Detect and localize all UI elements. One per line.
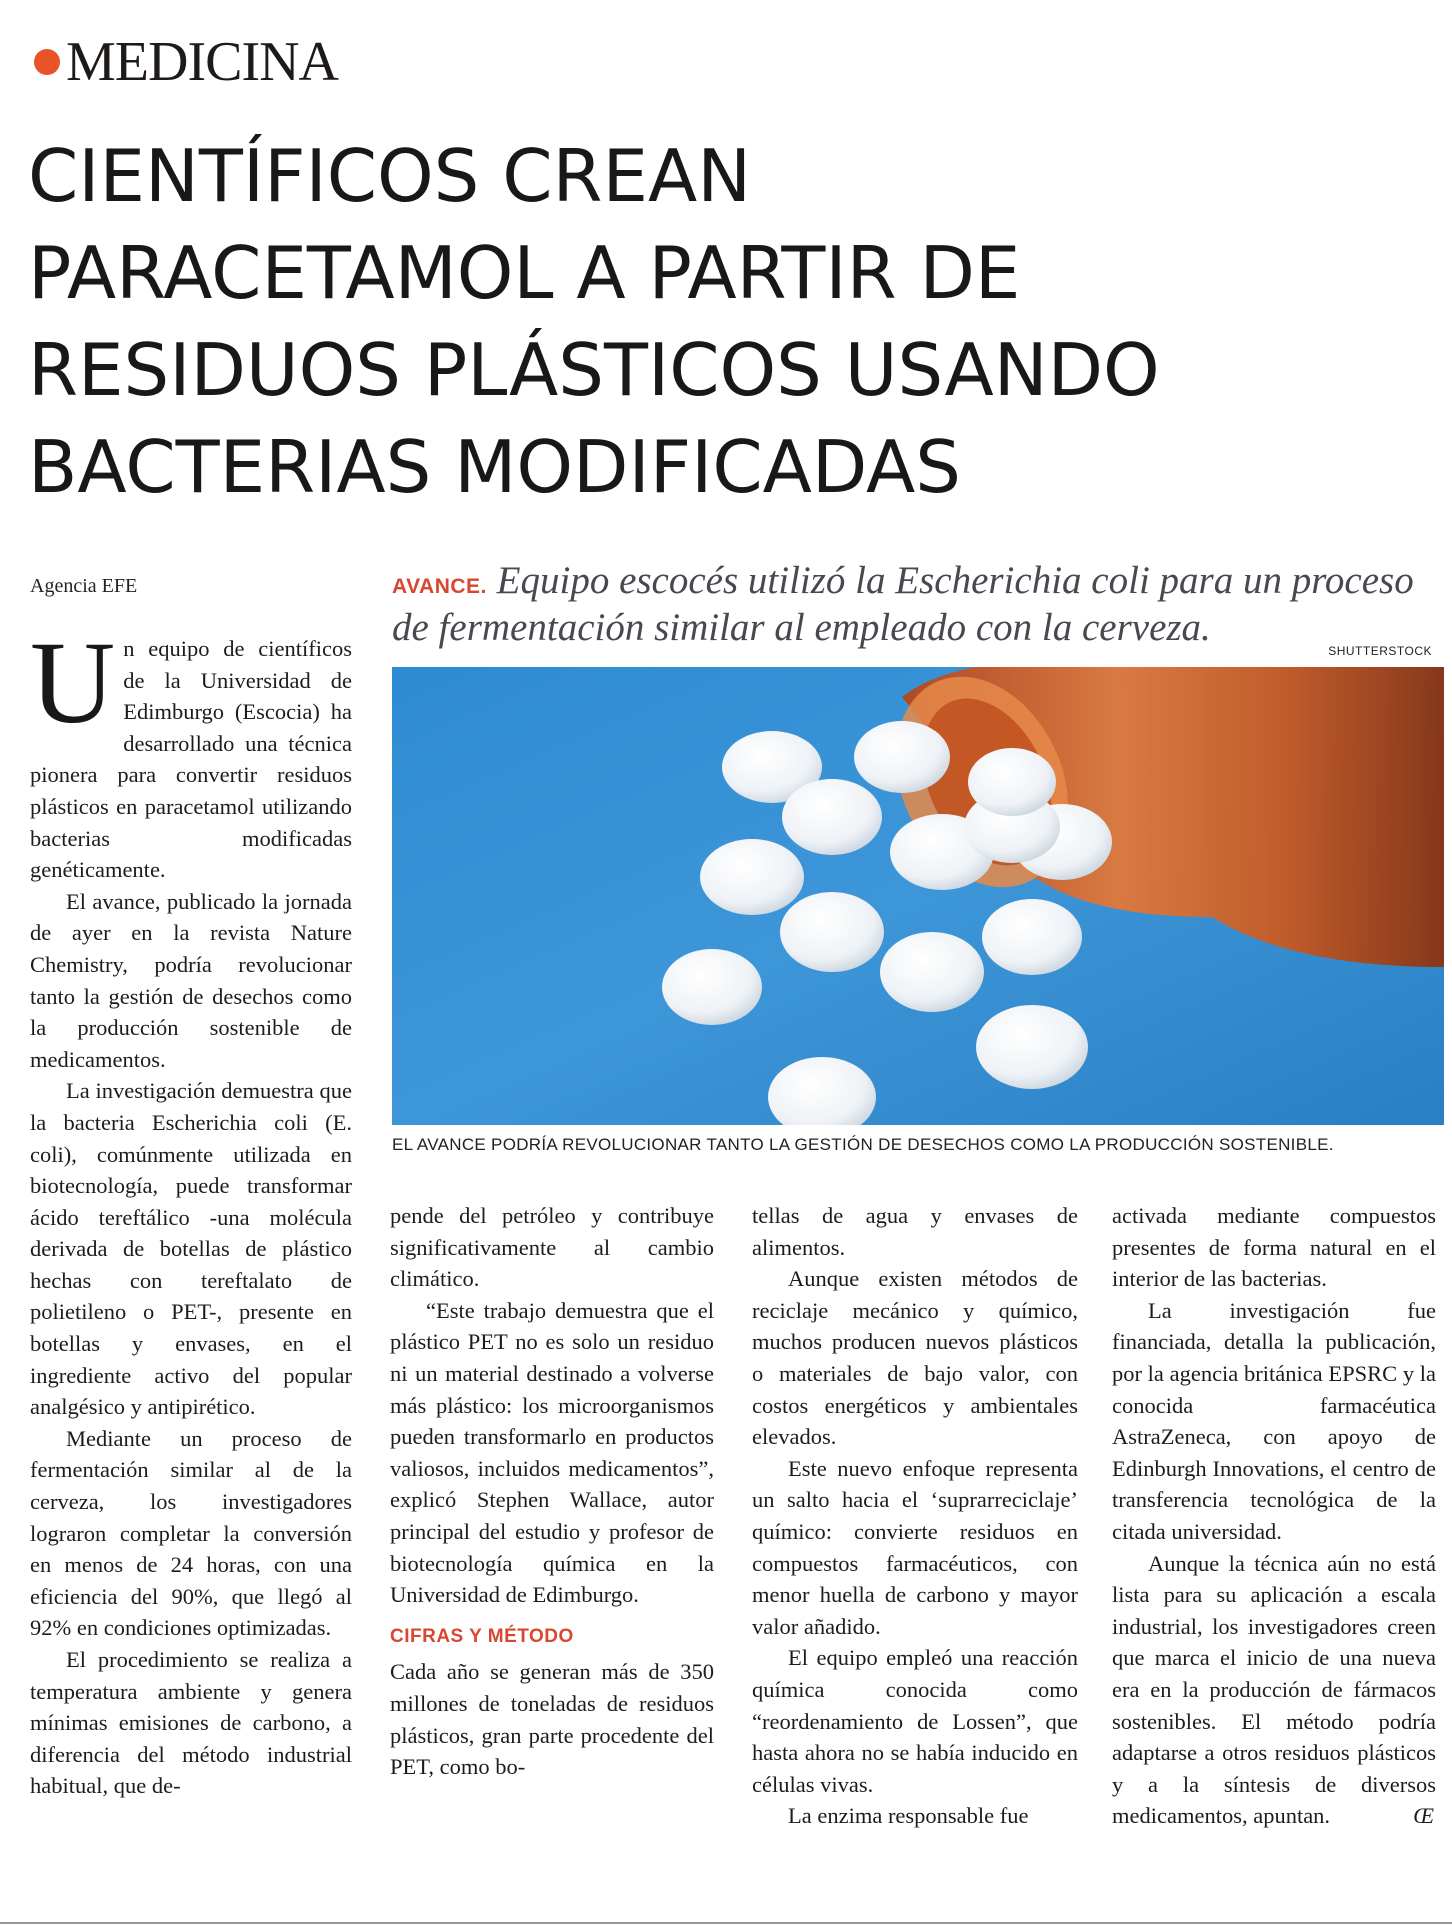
photo-caption: EL AVANCE PODRÍA REVOLUCIONAR TANTO LA GESTIÓN DE DESECHOS COMO LA PRODUCCIÓN SOSTENIBLE. (392, 1135, 1334, 1154)
photo-headline-caption (392, 560, 1440, 648)
headline-line: RESIDUOS PLÁSTICOS USANDO (28, 328, 1160, 412)
section-dot-icon (34, 49, 60, 75)
paragraph: Mediante un proceso de fermentación similar al de la cerveza, los investigadores lograron completar la conversión en menos de 24 horas, con una eficiencia del 90%, que llegó al 92% en condiciones optimizadas. (30, 1425, 352, 1641)
bottom-rule (0, 1922, 1452, 1924)
paragraph: El procedimiento se realiza a temperatura ambiente y genera mínimas emisiones de carbono, a diferencia del método industrial habitual, que de- (30, 1647, 352, 1799)
paragraph: tellas de agua y envases de alimentos. (752, 1203, 1078, 1260)
byline: Agencia EFE (30, 575, 138, 597)
pills-bottle-illustration (392, 667, 1444, 1125)
caption-text: Equipo escocés utilizó la Escherichia coli para un proceso de fermentación similar al empleado con la cerveza. (392, 559, 1414, 649)
paragraph (30, 617, 352, 886)
paragraph-text: Aunque la técnica aún no está lista para su aplicación a escala industrial, los investigadores creen que marca el inicio de una nueva era en la producción de fármacos sostenibles. El método podría adaptarse a otros residuos plásticos y a la síntesis de diversos medicamentos, apuntan. (1112, 1550, 1436, 1829)
pills-photo (392, 667, 1444, 1125)
headline-line: PARACETAMOL A PARTIR DE (28, 231, 1021, 315)
paragraph: El avance, publicado la jornada de ayer en la revista Nature Chemistry, podría revolucionar tanto la gestión de desechos como la producción sostenible de medicamentos. (30, 888, 352, 1072)
caption-tag: AVANCE. (392, 575, 487, 598)
paragraph: Este nuevo enfoque representa un salto hacia el ‘suprarreciclaje’ químico: convierte residuos en compuestos farmacéuticos, con menor huella de carbono y mayor valor añadido. (752, 1455, 1078, 1639)
paragraph: Cada año se generan más de 350 millones de toneladas de residuos plásticos, gran parte procedente del PET, como bo- (390, 1659, 714, 1780)
section-header (34, 31, 338, 93)
section-label: MEDICINA (66, 31, 338, 93)
article-column-4 (1112, 1200, 1436, 1832)
article-column-1 (30, 617, 352, 1802)
photo-credit: SHUTTERSTOCK (1328, 644, 1432, 658)
headline-line: CIENTÍFICOS CREAN (28, 134, 752, 218)
paragraph: “Este trabajo demuestra que el plástico PET no es solo un residuo ni un material destinado a volverse más plástico: los microorganismos pueden transformarlo en productos valiosos, incluidos medicamentos”, explicó Stephen Wallace, autor principal del estudio y profesor de biotecnología química en la Universidad de Edimburgo. (390, 1297, 714, 1608)
article-column-2 (390, 1200, 714, 1783)
paragraph: pende del petróleo y contribuye significativamente al cambio climático. (390, 1203, 714, 1292)
headline-line: BACTERIAS MODIFICADAS (28, 425, 962, 509)
paragraph: La investigación fue financiada, detalla la publicación, por la agencia británica EPSRC y la conocida farmacéutica AstraZeneca, con apoyo de Edinburgh Innovations, el centro de transferencia tecnológica de la citada universidad. (1112, 1297, 1436, 1544)
headline (28, 128, 1428, 516)
subheading: CIFRAS Y MÉTODO (390, 1625, 574, 1647)
article-column-3 (752, 1200, 1078, 1832)
drop-cap: U (30, 617, 116, 748)
paragraph: La enzima responsable fue (788, 1803, 1029, 1829)
paragraph: Aunque existen métodos de reciclaje mecánico y químico, muchos producen nuevos plásticos o materiales de bajo valor, con costos energéticos y ambientales elevados. (752, 1266, 1078, 1450)
paragraph-text: n equipo de científicos de la Universidad de Edimburgo (Escocia) ha desarrollado una técnica pionera para convertir residuos plásticos en paracetamol utilizando bacterias modificadas genéticamente. (30, 636, 352, 883)
paragraph: La investigación demuestra que la bacteria Escherichia coli (E. coli), comúnmente utilizada en biotecnología, puede transformar ácido tereftálico -una molécula derivada de botellas de plástico hechas con tereftalato de polietileno o PET-, presente en botellas y envases, en el ingrediente activo del popular analgésico y antipirético. (30, 1078, 352, 1420)
paragraph: activada mediante compuestos presentes de forma natural en el interior de las bacterias. (1112, 1203, 1436, 1292)
paragraph: El equipo empleó una reacción química conocida como “reordenamiento de Lossen”, que hasta ahora no se había inducido en células vivas. (752, 1645, 1078, 1797)
end-mark-icon: Œ (1413, 1803, 1434, 1829)
paragraph (1112, 1548, 1436, 1832)
